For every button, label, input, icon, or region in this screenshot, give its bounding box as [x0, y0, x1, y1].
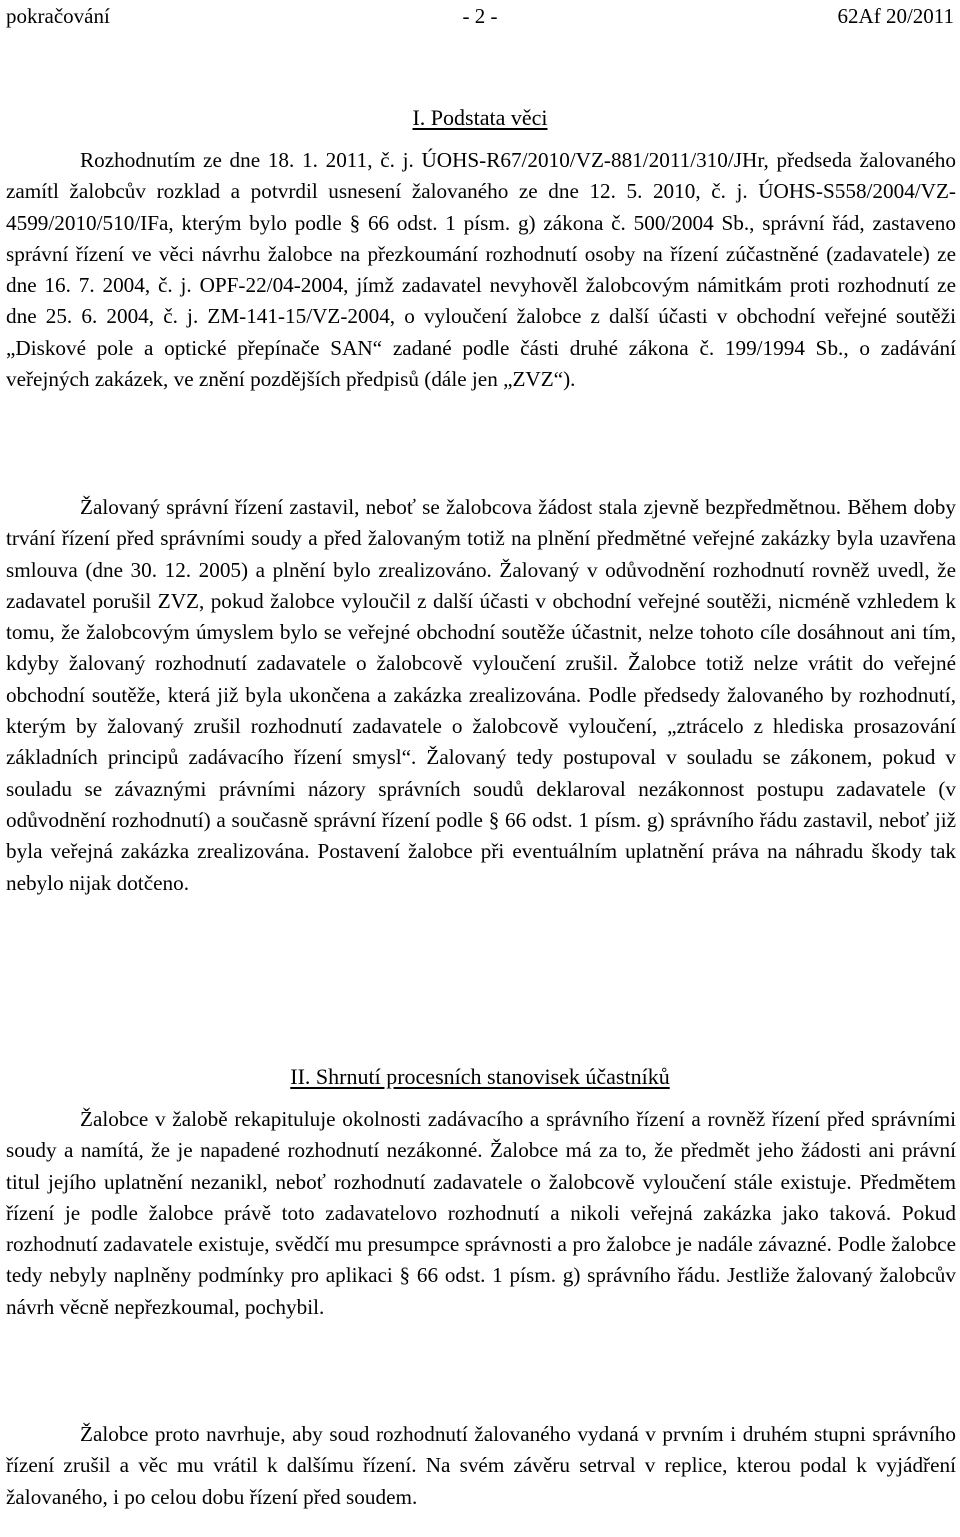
header-case-number: 62Af 20/2011 [837, 4, 954, 28]
section-1-paragraph-2: Žalovaný správní řízení zastavil, neboť se žalobcova žádost stala zjevně bezpředmětnou. Během doby trvání řízení před správními soudy a před žalovaným totiž na plnění předmětné veřejné zakázky byla uzavřena smlouva (dne 30. 12. 2005) a plnění bylo zrealizováno. Žalovaný v odůvodnění rozhodnutí rovněž uvedl, že zadavatel porušil ZVZ, pokud žalobce vyloučil z další účasti v obchodní veřejné soutěži, nicméně vzhledem k tomu, že žalobcovým úmyslem bylo se veřejné obchodní soutěže účastnit, nelze tohoto cíle dosáhnout ani tím, kdyby žalovaný rozhodnutí zadavatele o žalobcově vyloučení zrušil. Žalobce totiž nelze vrátit do veřejné obchodní soutěže, která již byla ukončena a zakázka zrealizována. Podle předsedy žalovaného by rozhodnutí, kterým by žalovaný zrušil rozhodnutí zadavatele o žalobcově vyloučení, „ztrácelo z hlediska prosazování základních principů zadávacího řízení smysl“. Žalovaný tedy postupoval v souladu se zákonem, pokud v souladu se závaznými právními názory správních soudů deklaroval nezákonnost postupu zadavatele (v odůvodnění rozhodnutí) a současně správní řízení podle § 66 odst. 1 písm. g) správního řádu zastavil, neboť již byla veřejná zakázka zrealizována. Postavení žalobce při eventuálním uplatnění práva na náhradu škody tak nebylo nijak dotčeno. [6, 495, 956, 895]
section-2-paragraph-2: Žalobce proto navrhuje, aby soud rozhodnutí žalovaného vydaná v prvním i druhém stupni správního řízení zrušil a věc mu vrátil k dalšímu řízení. Na svém závěru setrval v replice, kterou podal k vyjádření žalovaného, i po celou dobu řízení před soudem. [6, 1422, 956, 1509]
section-1-heading-text: I. Podstata věci [412, 105, 548, 130]
header-page-number: - 2 - [462, 4, 498, 28]
section-2-heading-text: II. Shrnutí procesních stanovisek účastníků [290, 1064, 670, 1089]
section-1-paragraph-1: Rozhodnutím ze dne 18. 1. 2011, č. j. ÚOHS-R67/2010/VZ-881/2011/310/JHr, předseda žalovaného zamítl žalobcův rozklad a potvrdil usnesení žalovaného ze dne 12. 5. 2010, č. j. ÚOHS-S558/2004/VZ-4599/2010/510/IFa, kterým bylo podle § 66 odst. 1 písm. g) zákona č. 500/2004 Sb., správní řád, zastaveno správní řízení ve věci návrhu žalobce na přezkoumání rozhodnutí osoby na řízení zúčastněné (zadavatele) ze dne 16. 7. 2004, č. j. OPF-22/04-2004, jímž zadavatel nevyhověl žalobcovým námitkám proti rozhodnutí ze dne 25. 6. 2004, č. j. ZM-141-15/VZ-2004, o vyloučení žalobce z další účasti v obchodní veřejné soutěži „Diskové pole a optické přepínače SAN“ zadané podle části druhé zákona č. 199/1994 Sb., o zadávání veřejných zakázek, ve znění pozdějších předpisů (dále jen „ZVZ“). [6, 148, 956, 392]
section-1-heading [0, 104, 960, 132]
section-2-paragraph-1: Žalobce v žalobě rekapituluje okolnosti zadávacího a správního řízení a rovněž řízení před správními soudy a namítá, že je napadené rozhodnutí nezákonné. Žalobce má za to, že předmět jeho žádosti ani právní titul jejího uplatnění nezanikl, neboť rozhodnutí zadavatele o žalobcově vyloučení stále existuje. Předmětem řízení je podle žalobce právě toto zadavatelovo rozhodnutí a nikoli veřejná zakázka jako taková. Pokud rozhodnutí zadavatele existuje, svědčí mu presumpce správnosti a pro žalobce je nadále závazné. Podle žalobce tedy nebyly naplněny podmínky pro aplikaci § 66 odst. 1 písm. g) správního řádu. Jestliže žalovaný žalobcův návrh věcně nepřezkoumal, pochybil. [6, 1107, 956, 1319]
page-header [6, 2, 954, 32]
header-continuation-label: pokračování [6, 4, 110, 28]
section-2-heading [0, 1063, 960, 1091]
